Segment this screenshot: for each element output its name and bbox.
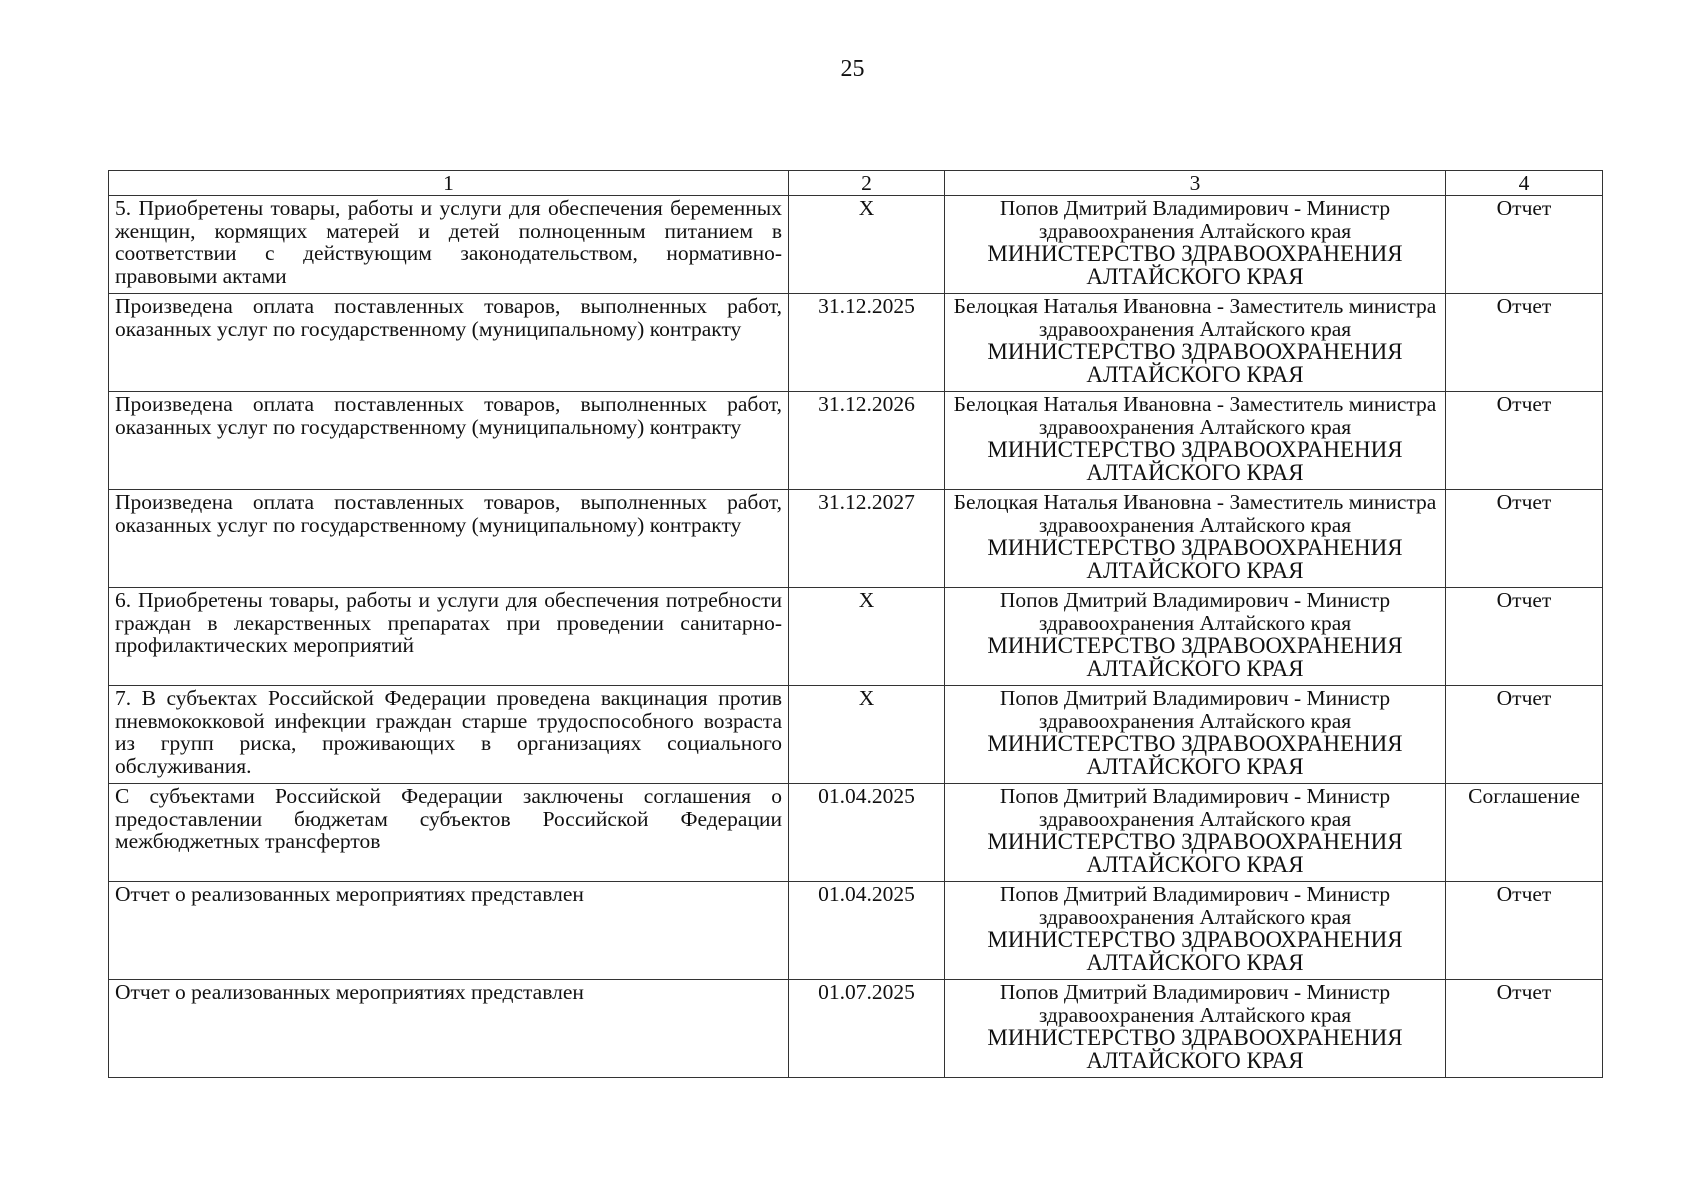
date-cell: 01.07.2025 xyxy=(789,980,945,1078)
responsible-person: Попов Дмитрий Владимирович - Министр здравоохранения Алтайского края xyxy=(999,784,1391,831)
header-col-1: 1 xyxy=(109,171,789,196)
responsible-person: Попов Дмитрий Владимирович - Министр здравоохранения Алтайского края xyxy=(999,882,1391,929)
description-cell: 6. Приобретены товары, работы и услуги для обеспечения потребности граждан в лекарственных препаратах при проведении санитарно-профилактических мероприятий xyxy=(109,588,789,686)
responsible-person: Белоцкая Наталья Ивановна - Заместитель министра здравоохранения Алтайского края xyxy=(953,490,1437,537)
document-type-cell: Отчет xyxy=(1446,686,1603,784)
document-type-cell: Соглашение xyxy=(1446,784,1603,882)
responsible-organization: МИНИСТЕРСТВО ЗДРАВООХРАНЕНИЯ АЛТАЙСКОГО КРАЯ xyxy=(987,535,1403,583)
document-type-cell: Отчет xyxy=(1446,882,1603,980)
table-row xyxy=(109,980,1603,1078)
date-cell: X xyxy=(789,588,945,686)
responsible-organization: МИНИСТЕРСТВО ЗДРАВООХРАНЕНИЯ АЛТАЙСКОГО КРАЯ xyxy=(987,1025,1403,1073)
description-cell: С субъектами Российской Федерации заключены соглашения о предоставлении бюджетам субъектов Российской Федерации межбюджетных трансфертов xyxy=(109,784,789,882)
table-row xyxy=(109,196,1603,294)
date-cell: 31.12.2025 xyxy=(789,294,945,392)
responsible-organization: МИНИСТЕРСТВО ЗДРАВООХРАНЕНИЯ АЛТАЙСКОГО КРАЯ xyxy=(987,437,1403,485)
responsible-person: Попов Дмитрий Владимирович - Министр здравоохранения Алтайского края xyxy=(999,686,1391,733)
responsible-cell xyxy=(945,686,1446,784)
responsible-cell xyxy=(945,196,1446,294)
table-row xyxy=(109,294,1603,392)
date-cell: 31.12.2026 xyxy=(789,392,945,490)
document-type-cell: Отчет xyxy=(1446,588,1603,686)
responsible-cell xyxy=(945,980,1446,1078)
responsible-organization: МИНИСТЕРСТВО ЗДРАВООХРАНЕНИЯ АЛТАЙСКОГО КРАЯ xyxy=(987,927,1403,975)
date-cell: 31.12.2027 xyxy=(789,490,945,588)
responsible-organization: МИНИСТЕРСТВО ЗДРАВООХРАНЕНИЯ АЛТАЙСКОГО КРАЯ xyxy=(987,241,1403,289)
description-cell: Отчет о реализованных мероприятиях представлен xyxy=(109,882,789,980)
header-col-4: 4 xyxy=(1446,171,1603,196)
responsible-person: Белоцкая Наталья Ивановна - Заместитель министра здравоохранения Алтайского края xyxy=(953,294,1437,341)
description-cell: Произведена оплата поставленных товаров, выполненных работ, оказанных услуг по государственному (муниципальному) контракту xyxy=(109,490,789,588)
table-row xyxy=(109,882,1603,980)
description-cell: 7. В субъектах Российской Федерации проведена вакцинация против пневмококковой инфекции граждан старше трудоспособного возраста из групп риска, проживающих в организациях социального обслуживания. xyxy=(109,686,789,784)
table-row xyxy=(109,490,1603,588)
table-row xyxy=(109,686,1603,784)
events-table xyxy=(108,170,1603,1078)
date-cell: 01.04.2025 xyxy=(789,882,945,980)
date-cell: X xyxy=(789,196,945,294)
description-cell: Произведена оплата поставленных товаров, выполненных работ, оказанных услуг по государственному (муниципальному) контракту xyxy=(109,294,789,392)
description-cell: Произведена оплата поставленных товаров, выполненных работ, оказанных услуг по государственному (муниципальному) контракту xyxy=(109,392,789,490)
responsible-cell xyxy=(945,294,1446,392)
responsible-cell xyxy=(945,784,1446,882)
responsible-person: Попов Дмитрий Владимирович - Министр здравоохранения Алтайского края xyxy=(999,980,1391,1027)
header-col-2: 2 xyxy=(789,171,945,196)
responsible-person: Попов Дмитрий Владимирович - Министр здравоохранения Алтайского края xyxy=(999,588,1391,635)
header-col-3: 3 xyxy=(945,171,1446,196)
responsible-organization: МИНИСТЕРСТВО ЗДРАВООХРАНЕНИЯ АЛТАЙСКОГО КРАЯ xyxy=(987,339,1403,387)
table-row xyxy=(109,784,1603,882)
document-type-cell: Отчет xyxy=(1446,196,1603,294)
date-cell: 01.04.2025 xyxy=(789,784,945,882)
responsible-person: Попов Дмитрий Владимирович - Министр здравоохранения Алтайского края xyxy=(999,196,1391,243)
document-type-cell: Отчет xyxy=(1446,980,1603,1078)
document-type-cell: Отчет xyxy=(1446,392,1603,490)
responsible-cell xyxy=(945,490,1446,588)
responsible-cell xyxy=(945,588,1446,686)
responsible-organization: МИНИСТЕРСТВО ЗДРАВООХРАНЕНИЯ АЛТАЙСКОГО КРАЯ xyxy=(987,829,1403,877)
responsible-cell xyxy=(945,882,1446,980)
document-type-cell: Отчет xyxy=(1446,294,1603,392)
description-cell: 5. Приобретены товары, работы и услуги для обеспечения беременных женщин, кормящих матерей и детей полноценным питанием в соответствии с действующим законодательством, нормативно-правовыми актами xyxy=(109,196,789,294)
document-type-cell: Отчет xyxy=(1446,490,1603,588)
date-cell: X xyxy=(789,686,945,784)
header-row xyxy=(109,171,1603,196)
responsible-cell xyxy=(945,392,1446,490)
page-number: 25 xyxy=(840,56,865,82)
responsible-person: Белоцкая Наталья Ивановна - Заместитель министра здравоохранения Алтайского края xyxy=(953,392,1437,439)
table-row xyxy=(109,588,1603,686)
responsible-organization: МИНИСТЕРСТВО ЗДРАВООХРАНЕНИЯ АЛТАЙСКОГО КРАЯ xyxy=(987,731,1403,779)
description-cell: Отчет о реализованных мероприятиях представлен xyxy=(109,980,789,1078)
table-body xyxy=(109,196,1603,1078)
table-header xyxy=(109,171,1603,196)
responsible-organization: МИНИСТЕРСТВО ЗДРАВООХРАНЕНИЯ АЛТАЙСКОГО КРАЯ xyxy=(987,633,1403,681)
table-row xyxy=(109,392,1603,490)
